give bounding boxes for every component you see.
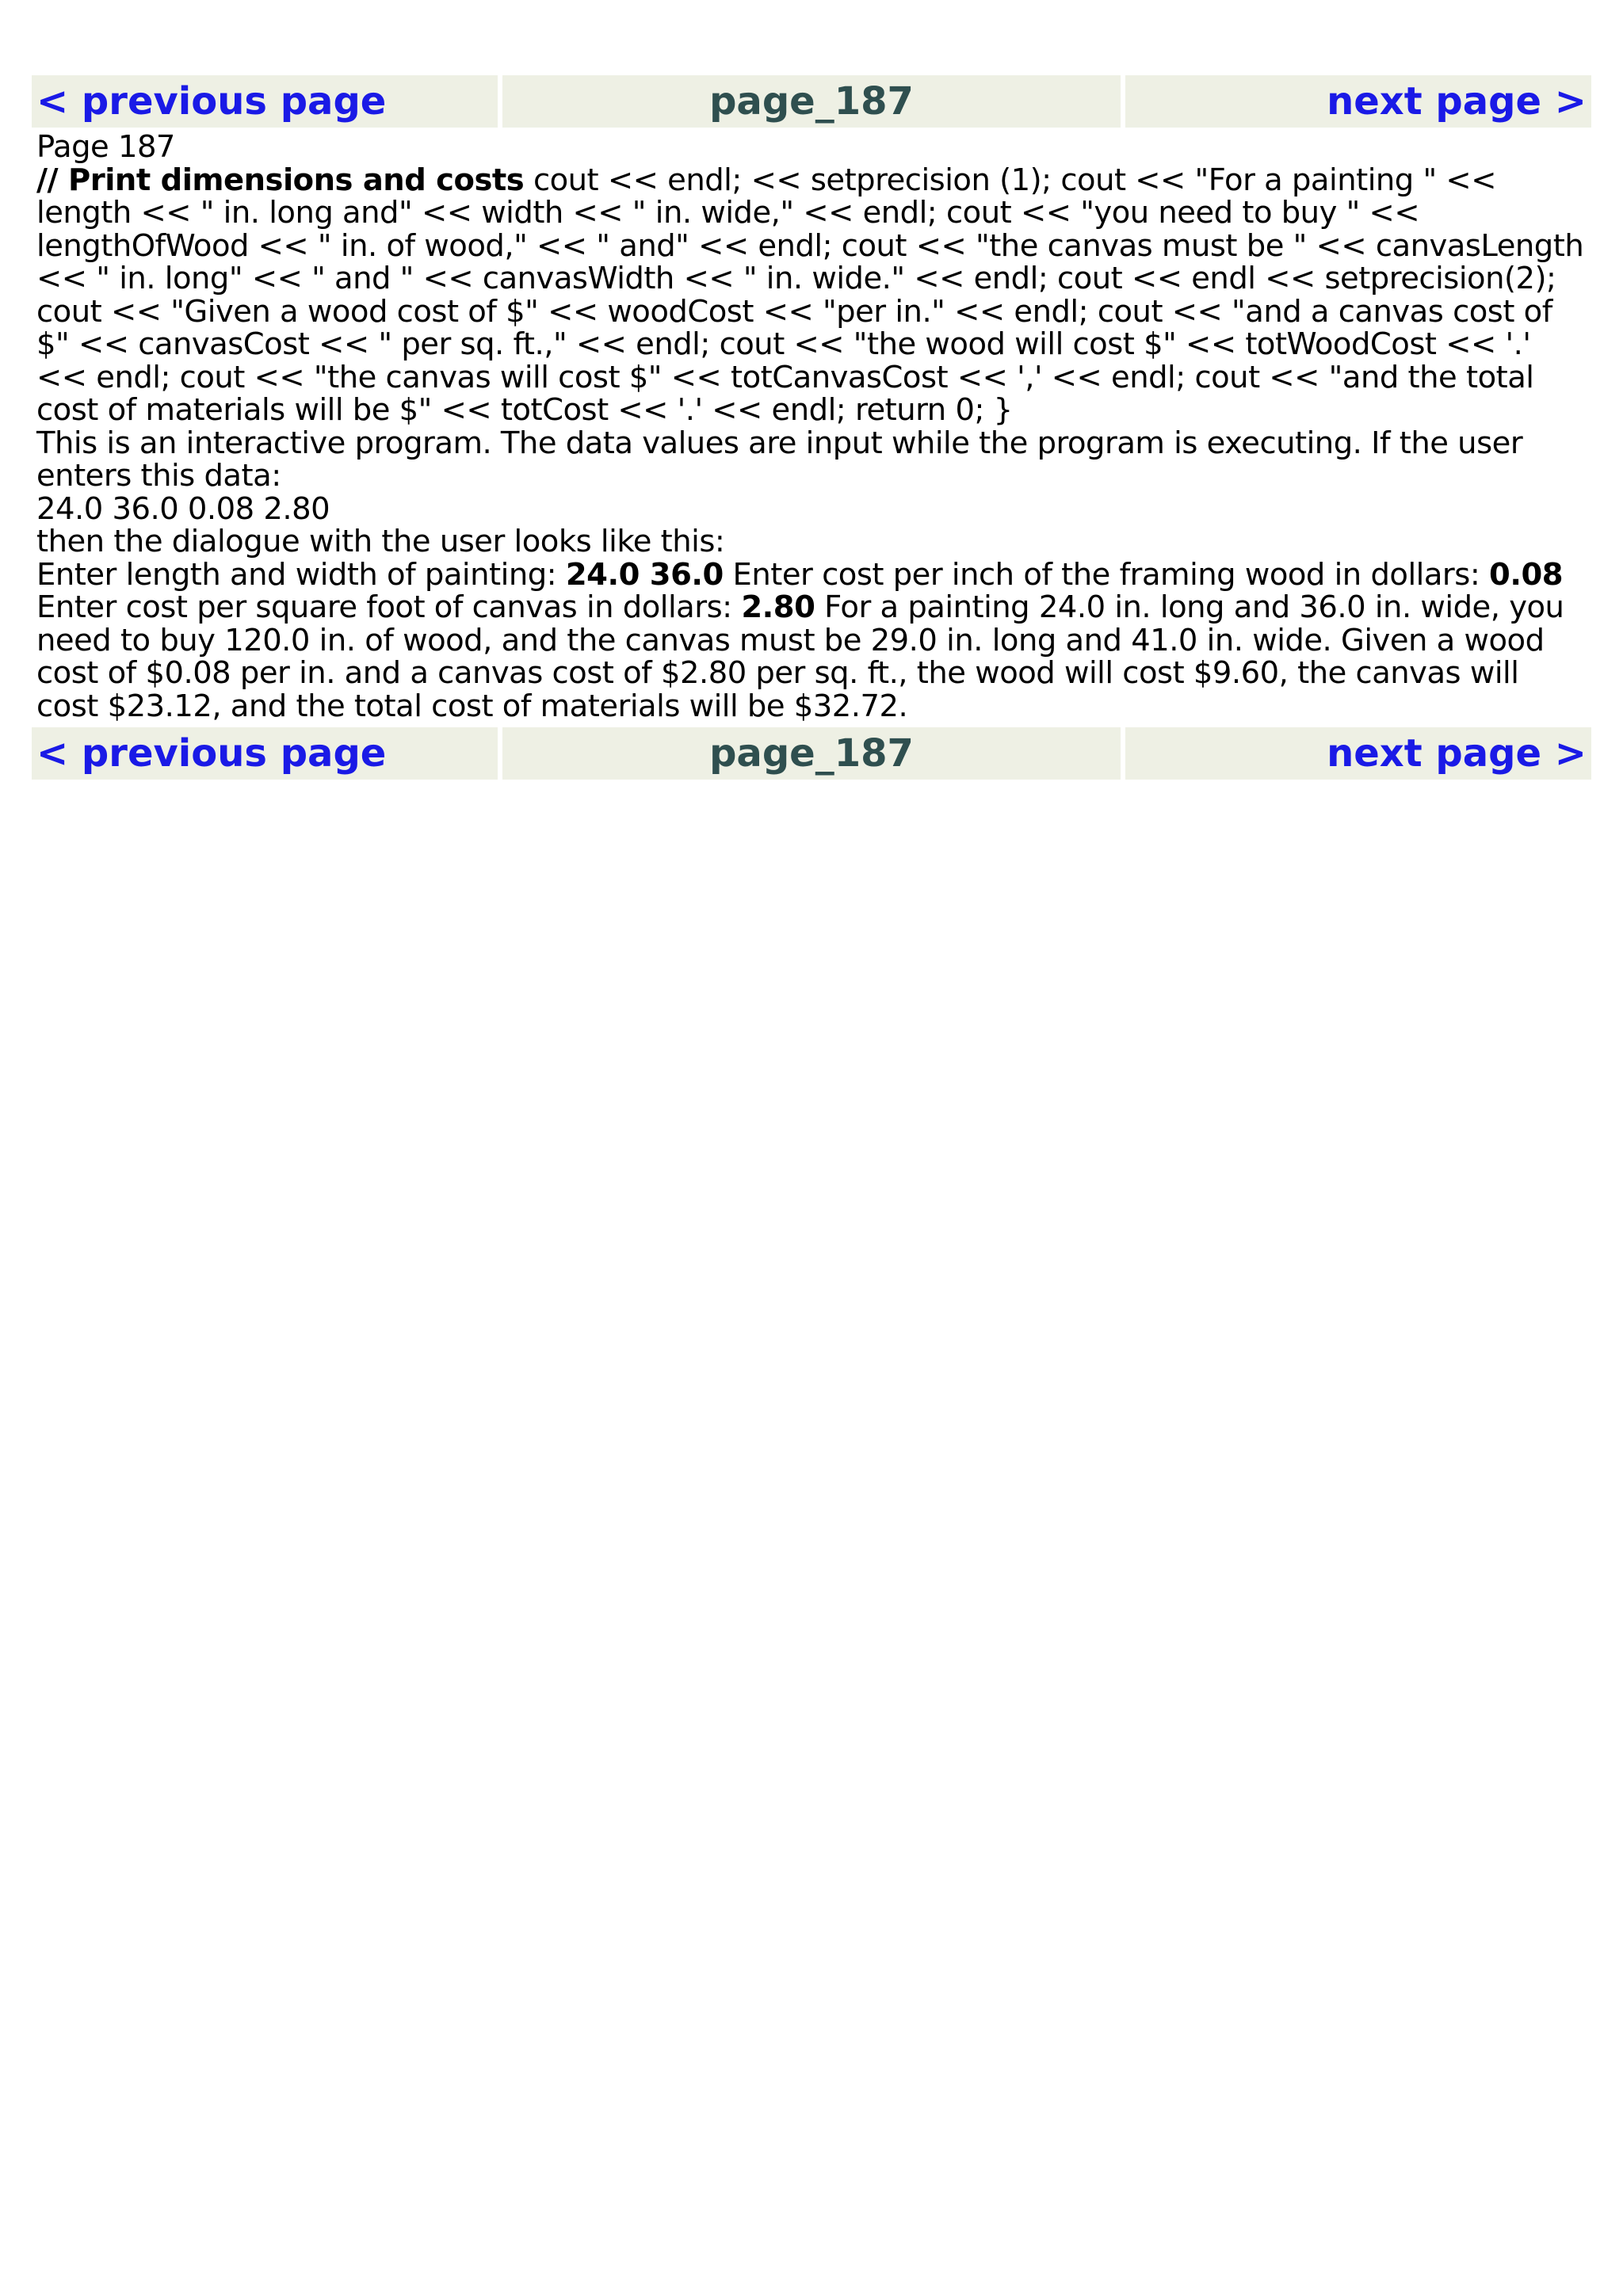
page-content [32, 128, 1591, 727]
input-data: 24.0 36.0 0.08 2.80 [36, 490, 330, 527]
previous-page-link[interactable]: < previous page [32, 75, 498, 128]
previous-page-link[interactable]: < previous page [32, 727, 498, 780]
dialogue-input-1: 24.0 36.0 [565, 556, 724, 593]
dialogue-prompt-3: Enter cost per square foot of canvas in dollars: [36, 589, 732, 625]
dialogue-output: For a painting 24.0 in. long and 36.0 in. wide, you need to buy 120.0 in. of wood, and the canvas must be 29.0 in. long and 41.0 in. wide. Given a wood cost of $0.08 per in. and a canvas cost of $2.80 per sq. ft., the wood will cost $9.60, the canvas will cost $23.12, and the total cost of materials will be $32.72. [36, 589, 1564, 724]
next-page-link[interactable]: next page > [1125, 727, 1591, 780]
intro-paragraph: This is an interactive program. The data values are input while the program is executing. If the user enters this data: [36, 425, 1523, 494]
top-navigation-bar [32, 75, 1591, 128]
dialogue-input-3: 2.80 [741, 589, 815, 625]
dialogue-prompt-2: Enter cost per inch of the framing wood in dollars: [732, 556, 1480, 593]
page-title: page_187 [502, 727, 1121, 780]
dialogue-input-2: 0.08 [1489, 556, 1564, 593]
document-page [32, 75, 1591, 780]
dialogue-transcript [36, 556, 1588, 724]
code-listing [36, 164, 1588, 427]
dialogue-intro: then the dialogue with the user looks like this: [36, 524, 725, 559]
code-comment: // Print dimensions and costs [36, 162, 525, 198]
next-page-link[interactable]: next page > [1125, 75, 1591, 128]
dialogue-prompt-1: Enter length and width of painting: [36, 556, 557, 593]
page-title: page_187 [502, 75, 1121, 128]
page-number: Page 187 [36, 129, 175, 165]
code-body: cout << endl; << setprecision (1); cout << "For a painting " << length << " in. long and" << width << " in. wide," << endl; cout << "you need to buy " << lengthOfWood << " in. of wood," << " and" << endl; cout << "the canvas must be " << canvasLength << " in. long" << " and " << canvasWidth << " in. wide." << endl; cout << endl << setprecision(2); cout << "Given a wood cost of $" << woodCost << "per in." << endl; cout << "and a canvas cost of $" << canvasCost << " per sq. ft.," << endl; cout << "the wood will cost $" << totWoodCost << '.' << endl; cout << "the canvas will cost $" << totCanvasCost << ',' << endl; cout << "and the total cost of materials will be $" << totCost << '.' << endl; return 0; } [36, 162, 1584, 428]
bottom-navigation-bar [32, 727, 1591, 780]
